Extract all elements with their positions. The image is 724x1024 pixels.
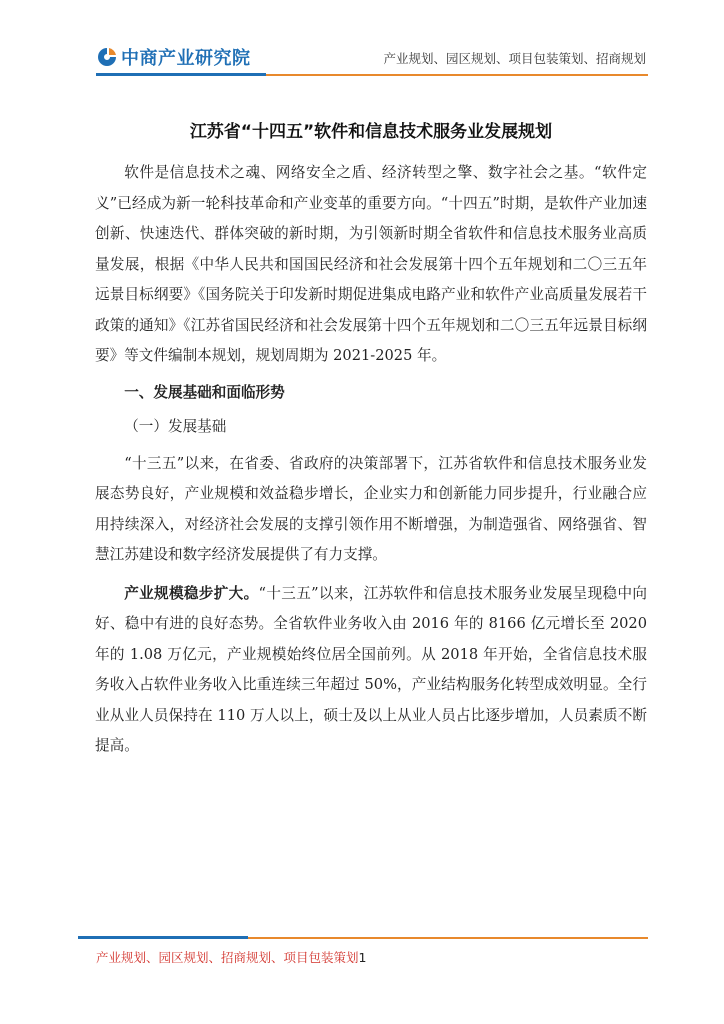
logo-icon — [96, 46, 118, 68]
company-logo — [96, 44, 251, 70]
page-footer — [0, 930, 724, 970]
logo-text: 中商产业研究院 — [121, 48, 251, 69]
footer-services: 产业规划、园区规划、招商规划、项目包装策划 — [96, 950, 359, 965]
scale-paragraph-body: “十三五”以来，江苏软件和信息技术服务业发展呈现稳中向好、稳中有进的良好态势。全省软件业务收入由 2016 年的 8166 亿元增长至 2020 年的 1.08 万亿元，产业规模始终位居全国前列。从 2018 年开始，全省信息技术服务收入占软件业务收入比重连续三年超过 50%，产业结构服务化转型成效明显。全行业从业人员保持在 110 万人以上，硕士及以上从业人员占比逐步增加，人员素质不断提高。 — [95, 584, 647, 754]
footer-text — [96, 948, 366, 966]
subsection-heading: （一）发展基础 — [124, 418, 227, 435]
scale-paragraph-lead: 产业规模稳步扩大。 — [124, 584, 259, 602]
header-tagline: 产业规划、园区规划、项目包装策划、招商规划 — [383, 51, 646, 66]
page-header — [0, 0, 724, 90]
header-divider-orange — [266, 74, 648, 76]
footer-divider-orange — [248, 937, 648, 939]
document-title: 江苏省“十四五”软件和信息技术服务业发展规划 — [189, 122, 553, 142]
footer-divider-blue — [78, 936, 248, 939]
scale-paragraph — [95, 579, 647, 762]
section-heading: 一、发展基础和面临形势 — [124, 383, 285, 401]
intro-paragraph: 软件是信息技术之魂、网络安全之盾、经济转型之擎、数字社会之基。“软件定义”已经成为新一轮科技革命和产业变革的重要方向。“十四五”时期，是软件产业加速创新、快速迭代、群体突破的新时期，为引领新时期全省软件和信息技术服务业高质量发展，根据《中华人民共和国国民经济和社会发展第十四个五年规划和二〇三五年远景目标纲要》《国务院关于印发新时期促进集成电路产业和软件产业高质量发展若干政策的通知》《江苏省国民经济和社会发展第十四个五年规划和二〇三五年远景目标纲要》等文件编制本规划，规划周期为 2021-2025 年。 — [95, 164, 647, 364]
header-divider-blue — [96, 73, 266, 76]
development-paragraph: “十三五”以来，在省委、省政府的决策部署下，江苏省软件和信息技术服务业发展态势良好，产业规模和效益稳步增长，企业实力和创新能力同步提升，行业融合应用持续深入，对经济社会发展的支撑引领作用不断增强，为制造强省、网络强省、智慧江苏建设和数字经济发展提供了有力支撑。 — [95, 454, 647, 563]
page-number: 1 — [358, 950, 367, 965]
document-body — [95, 120, 647, 762]
